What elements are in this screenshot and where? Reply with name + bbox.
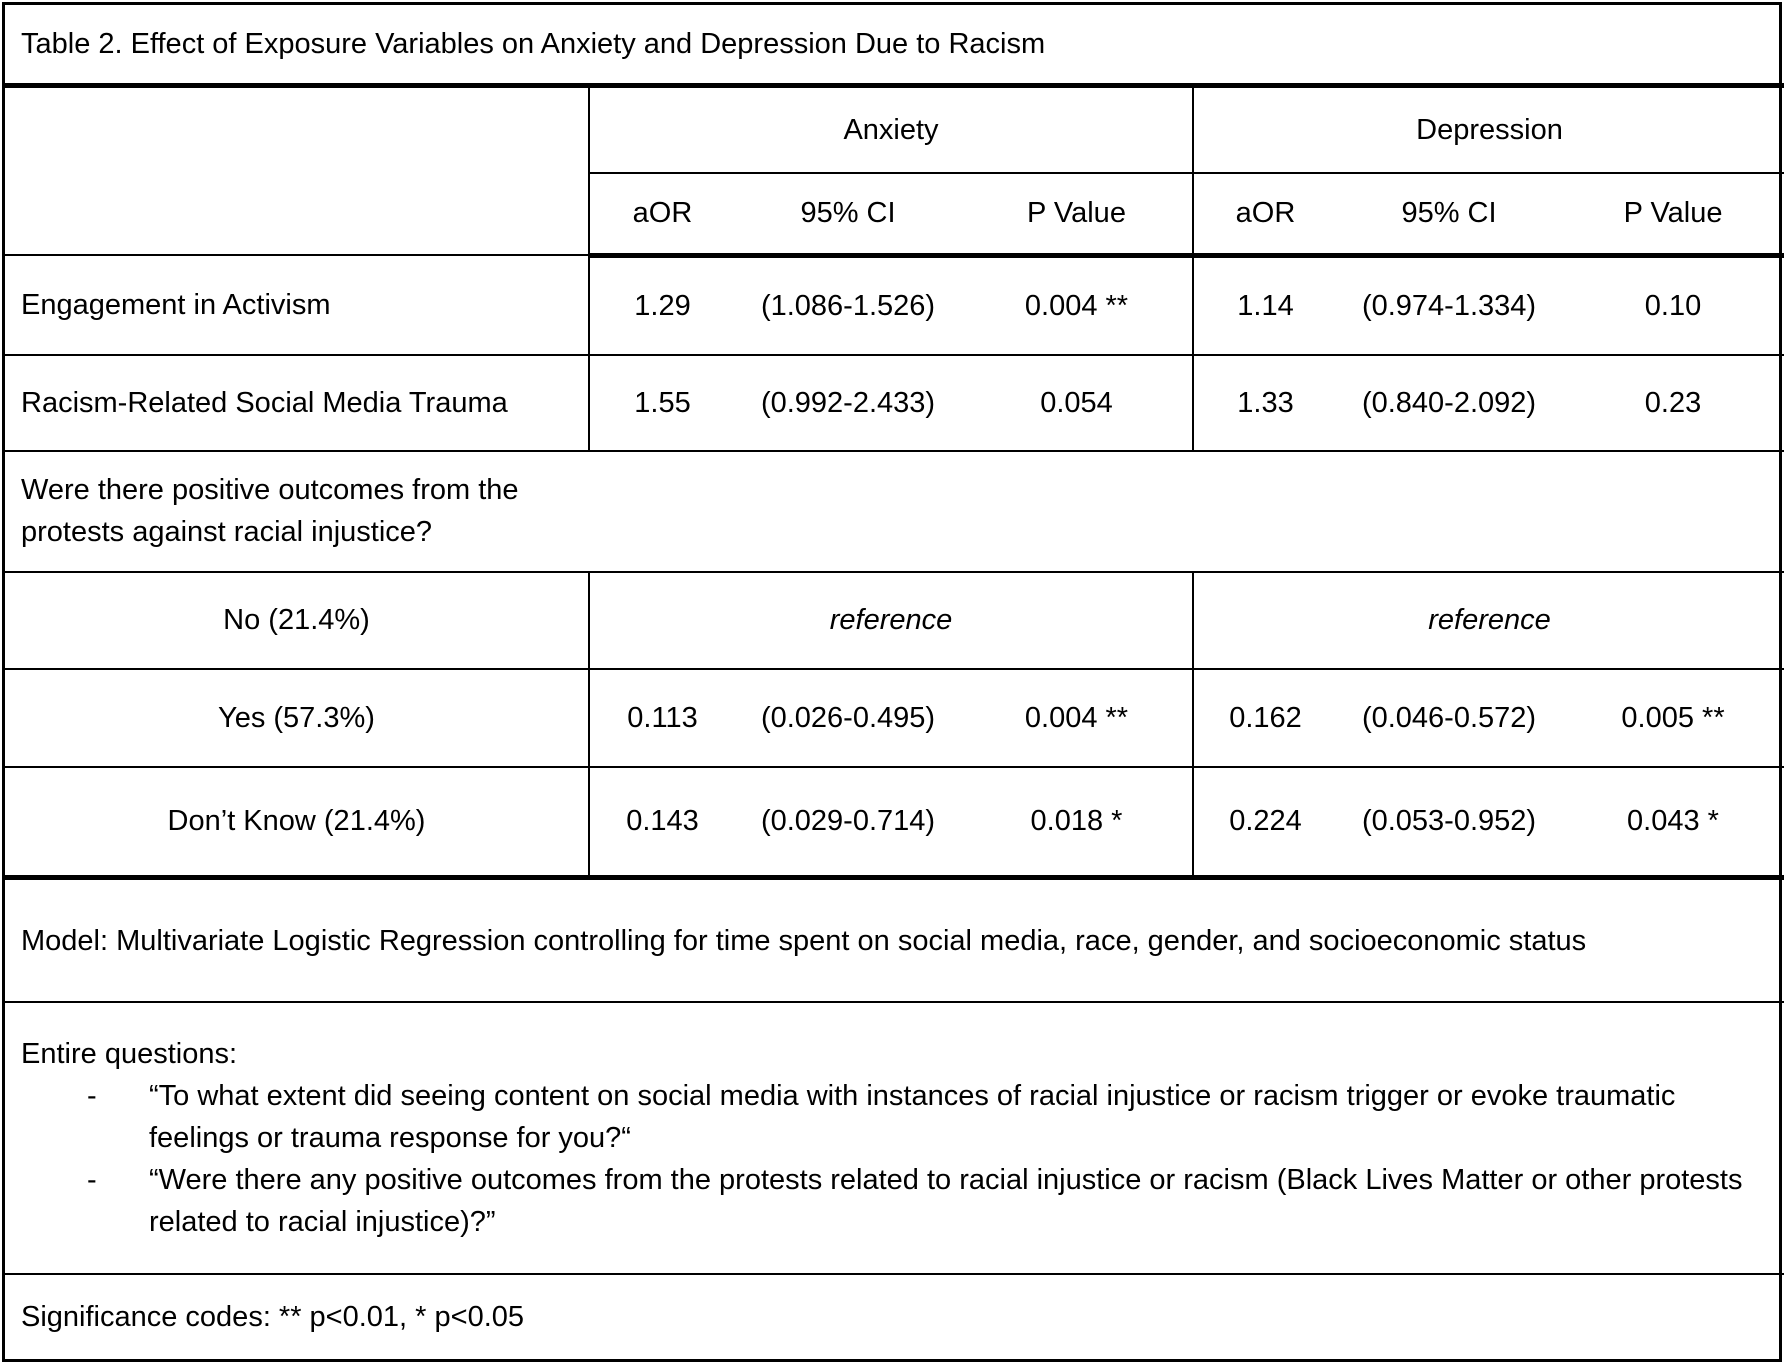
table-row	[5, 355, 1784, 451]
table-title: Table 2. Effect of Exposure Variables on Anxiety and Depression Due to Racism	[5, 5, 1784, 86]
column-header: 95% CI	[735, 173, 961, 256]
table-cell: (0.974-1.334)	[1337, 255, 1561, 355]
table-cell: (0.840-2.092)	[1337, 355, 1561, 451]
table-cell: (1.086-1.526)	[735, 255, 961, 355]
depression-group-header: Depression	[1193, 86, 1784, 173]
table-cell: (0.046-0.572)	[1337, 669, 1561, 767]
title-row	[5, 5, 1784, 86]
header-blank-cell	[5, 86, 589, 256]
list-item	[21, 1159, 1769, 1243]
table-cell: 1.29	[589, 255, 735, 355]
table-row	[5, 255, 1784, 355]
table-cell: 0.113	[589, 669, 735, 767]
question-item-text: “To what extent did seeing content on social media with instances of racial injustice or racism trigger or evoke traumatic feelings or trauma response for you?“	[149, 1080, 1676, 1155]
reference-row	[5, 572, 1784, 670]
row-label: Yes (57.3%)	[5, 669, 589, 767]
table-cell: 0.10	[1561, 255, 1784, 355]
question-row	[5, 451, 1784, 572]
table-row	[5, 767, 1784, 877]
table-cell: 0.004 **	[961, 255, 1193, 355]
table-cell: 0.224	[1193, 767, 1337, 877]
results-table	[5, 5, 1784, 1359]
question-list	[21, 1075, 1769, 1243]
row-label: Don’t Know (21.4%)	[5, 767, 589, 877]
group-header-row	[5, 86, 1784, 173]
column-header: aOR	[589, 173, 735, 256]
entire-questions-heading: Entire questions:	[21, 1038, 238, 1071]
table-cell: (0.029-0.714)	[735, 767, 961, 877]
bullet-dash: -	[87, 1164, 97, 1197]
question-text: Were there positive outcomes from the protests against racial injustice?	[21, 474, 519, 549]
row-label: No (21.4%)	[5, 572, 589, 670]
significance-codes: Significance codes: ** p<0.01, * p<0.05	[5, 1274, 1784, 1359]
table-cell: (0.026-0.495)	[735, 669, 961, 767]
table-cell: 0.162	[1193, 669, 1337, 767]
table-cell: 0.043 *	[1561, 767, 1784, 877]
significance-row	[5, 1274, 1784, 1359]
depression-reference: reference	[1193, 572, 1784, 670]
table-cell: 0.054	[961, 355, 1193, 451]
table-cell: (0.053-0.952)	[1337, 767, 1561, 877]
entire-questions-row	[5, 1002, 1784, 1274]
model-note-row	[5, 877, 1784, 1002]
table-cell: 0.005 **	[1561, 669, 1784, 767]
column-header: 95% CI	[1337, 173, 1561, 256]
anxiety-group-header: Anxiety	[589, 86, 1193, 173]
list-item	[21, 1075, 1769, 1159]
table-cell: 1.55	[589, 355, 735, 451]
anxiety-reference: reference	[589, 572, 1193, 670]
row-label: Racism-Related Social Media Trauma	[5, 355, 589, 451]
bullet-dash: -	[87, 1080, 97, 1113]
column-header: aOR	[1193, 173, 1337, 256]
row-label: Engagement in Activism	[5, 255, 589, 355]
column-header: P Value	[961, 173, 1193, 256]
table-cell: 0.23	[1561, 355, 1784, 451]
model-note: Model: Multivariate Logistic Regression controlling for time spent on social media, race, gender, and socioeconomic status	[5, 877, 1784, 1002]
column-header: P Value	[1561, 173, 1784, 256]
table-cell: 1.33	[1193, 355, 1337, 451]
question-item-text: “Were there any positive outcomes from the protests related to racial injustice or racism (Black Lives Matter or other protests related to racial injustice)?”	[149, 1164, 1743, 1239]
table-row	[5, 669, 1784, 767]
table-cell: 0.004 **	[961, 669, 1193, 767]
table-cell: (0.992-2.433)	[735, 355, 961, 451]
table-cell: 0.018 *	[961, 767, 1193, 877]
table-cell: 0.143	[589, 767, 735, 877]
table-cell: 1.14	[1193, 255, 1337, 355]
results-table-frame	[2, 2, 1782, 1362]
